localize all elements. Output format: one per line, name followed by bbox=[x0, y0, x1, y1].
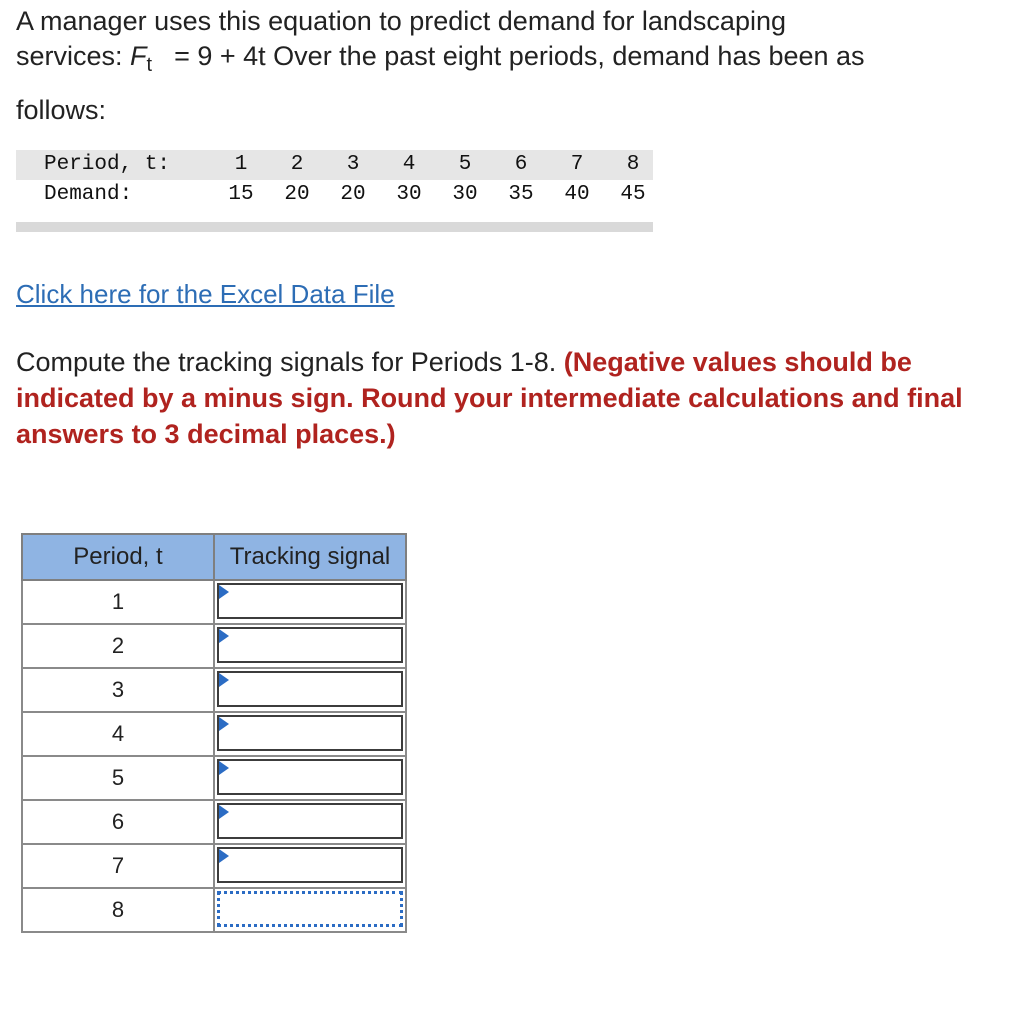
column-header-tracking-signal: Tracking signal bbox=[214, 534, 406, 580]
demand-value: 15 bbox=[228, 183, 254, 206]
period-cell: 7 bbox=[22, 844, 214, 888]
demand-value: 20 bbox=[284, 183, 310, 206]
period-cell: 5 bbox=[22, 756, 214, 800]
demand-value: 45 bbox=[620, 183, 646, 206]
intro-line-3: follows: bbox=[16, 95, 107, 125]
period-value: 4 bbox=[402, 153, 416, 176]
tracking-signal-input[interactable] bbox=[217, 627, 403, 663]
intro-line-1: A manager uses this equation to predict demand for landscaping bbox=[16, 6, 786, 36]
period-value: 3 bbox=[346, 153, 360, 176]
demand-value: 30 bbox=[396, 183, 422, 206]
demand-data-table bbox=[16, 150, 653, 232]
table-row bbox=[22, 668, 406, 712]
tracking-signal-cell bbox=[214, 844, 406, 888]
instructions-rounding-note: (Negative values should be indicated by a minus sign. Round your intermediate calculations and final answers to 3 decimal places.) bbox=[16, 347, 963, 449]
tracking-signal-cell bbox=[214, 624, 406, 668]
period-cell: 8 bbox=[22, 888, 214, 932]
demand-value: 30 bbox=[452, 183, 478, 206]
intro-line-2-suffix: Over the past eight periods, demand has been as bbox=[265, 41, 865, 71]
tracking-signal-cell bbox=[214, 756, 406, 800]
forecast-letter: F bbox=[130, 41, 147, 71]
tracking-signal-input[interactable] bbox=[217, 847, 403, 883]
forecast-symbol bbox=[130, 41, 153, 76]
tracking-signal-cell bbox=[214, 888, 406, 932]
period-value: 1 bbox=[234, 153, 248, 176]
tracking-signal-cell bbox=[214, 712, 406, 756]
forecast-equation: = 9 + 4t bbox=[174, 41, 266, 71]
period-value: 8 bbox=[626, 153, 640, 176]
tracking-signal-input[interactable] bbox=[217, 891, 403, 927]
table-row bbox=[22, 800, 406, 844]
tracking-signal-table bbox=[21, 533, 407, 933]
excel-data-file-link[interactable]: Click here for the Excel Data File bbox=[16, 279, 395, 309]
period-row-label: Period, t: bbox=[44, 153, 171, 176]
period-value: 7 bbox=[570, 153, 584, 176]
period-value: 5 bbox=[458, 153, 472, 176]
tracking-signal-input[interactable] bbox=[217, 715, 403, 751]
period-cell: 3 bbox=[22, 668, 214, 712]
period-cell: 4 bbox=[22, 712, 214, 756]
demand-value: 40 bbox=[564, 183, 590, 206]
table-row bbox=[22, 844, 406, 888]
demand-row-label: Demand: bbox=[44, 183, 133, 206]
instructions bbox=[16, 344, 1006, 452]
period-cell: 2 bbox=[22, 624, 214, 668]
table-row bbox=[22, 624, 406, 668]
tracking-signal-cell bbox=[214, 668, 406, 712]
period-cell: 1 bbox=[22, 580, 214, 624]
forecast-subscript: t bbox=[146, 54, 153, 76]
problem-intro bbox=[16, 4, 1006, 128]
table-row bbox=[22, 580, 406, 624]
demand-value: 20 bbox=[340, 183, 366, 206]
tracking-signal-input[interactable] bbox=[217, 803, 403, 839]
period-cell: 6 bbox=[22, 800, 214, 844]
table-row bbox=[22, 888, 406, 932]
table-row bbox=[22, 712, 406, 756]
period-value: 2 bbox=[290, 153, 304, 176]
tracking-signal-input[interactable] bbox=[217, 671, 403, 707]
tracking-signal-input[interactable] bbox=[217, 759, 403, 795]
tracking-signal-input[interactable] bbox=[217, 583, 403, 619]
tracking-signal-cell bbox=[214, 800, 406, 844]
intro-line-2-prefix: services: bbox=[16, 41, 131, 71]
tracking-signal-cell bbox=[214, 580, 406, 624]
intro-line-2 bbox=[16, 39, 1006, 83]
table-row bbox=[22, 756, 406, 800]
table-divider bbox=[16, 222, 653, 232]
instructions-text: Compute the tracking signals for Periods 1-8. bbox=[16, 347, 564, 377]
period-value: 6 bbox=[514, 153, 528, 176]
column-header-period: Period, t bbox=[22, 534, 214, 580]
demand-value: 35 bbox=[508, 183, 534, 206]
